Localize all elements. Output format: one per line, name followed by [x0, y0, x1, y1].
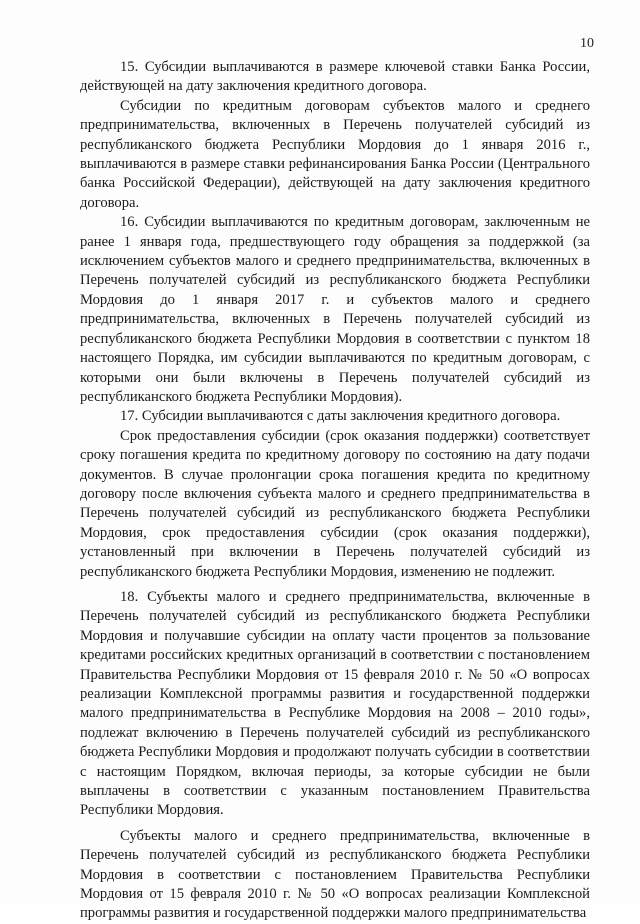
paragraph-15: 15. Субсидии выплачиваются в размере ключевой ставки Банка России, действующей на дату заключения кредитного договора.: [80, 59, 590, 95]
page-number: 10: [580, 36, 594, 51]
paragraph-17-support-term: Срок предоставления субсидии (срок оказания поддержки) соответствует сроку погашения кредита по кредитному договору по состоянию на дату подачи документов. В случае пролонгации срока погашения кредита по кредитному договору после включения субъекта малого и среднего предпринимательства в Перечень получателей субсидий из республиканского бюджета Республики Мордовия, срок предоставления субсидии (срок оказания поддержки), установленный при включении в Перечень получателей субсидий из республиканского бюджета Республики Мордовия, изменению не подлежит.: [80, 427, 590, 580]
document-text: [80, 58, 590, 924]
paragraph-15-subsidies-before-2016: Субсидии по кредитным договорам субъектов малого и среднего предпринимательства, включенных в Перечень получателей субсидий из республиканского бюджета Республики Мордовия до 1 января 2016 г., выплачиваются в размере ставки рефинансирования Банка России (Центрального банка Российской Федерации), действующей на дату заключения кредитного договора.: [80, 97, 590, 211]
paragraph-18: 18. Субъекты малого и среднего предпринимательства, включенные в Перечень получателей субсидий из республиканского бюджета Республики Мордовия и получавшие субсидии на оплату части процентов за пользование кредитами российских кредитных организаций в соответствии с постановлением Правительства Республики Мордовия от 15 февраля 2010 г. № 50 «О вопросах реализации Комплексной программы развития и государственной поддержки малого предпринимательства в Республике Мордовия на 2008 – 2010 годы», подлежат включению в Перечень получателей субсидий из республиканского бюджета Республики Мордовия и продолжают получать субсидии в соответствии с настоящим Порядком, включая периоды, за которые субсидии не были выплачены в соответствии с указанным постановлением Правительства Республики Мордовия.: [80, 588, 590, 819]
paragraph-17: 17. Субсидии выплачиваются с даты заключения кредитного договора.: [120, 408, 561, 425]
paragraph-18-continued: Субъекты малого и среднего предпринимательства, включенные в Перечень получателей субсидий из республиканского бюджета Республики Мордовия в соответствии с постановлением Правительства Республики Мордовия от 15 февраля 2010 г. № 50 «О вопросах реализации Комплексной программы развития и государственной поддержки малого предпринимательства: [80, 827, 590, 922]
paragraph-16: 16. Субсидии выплачиваются по кредитным договорам, заключенным не ранее 1 января года, предшествующего году обращения за поддержкой (за исключением субъектов малого и среднего предпринимательства, включенных в Перечень получателей субсидий из республиканского бюджета Республики Мордовия до 1 января 2017 г. и субъектов малого и среднего предпринимательства, включенных в Перечень получателей субсидий из республиканского бюджета Республики Мордовия в соответствии с пунктом 18 настоящего Порядка, им субсидии выплачиваются по кредитным договорам, с которыми они были включены в Перечень получателей субсидий из республиканского бюджета Республики Мордовия).: [80, 214, 590, 405]
